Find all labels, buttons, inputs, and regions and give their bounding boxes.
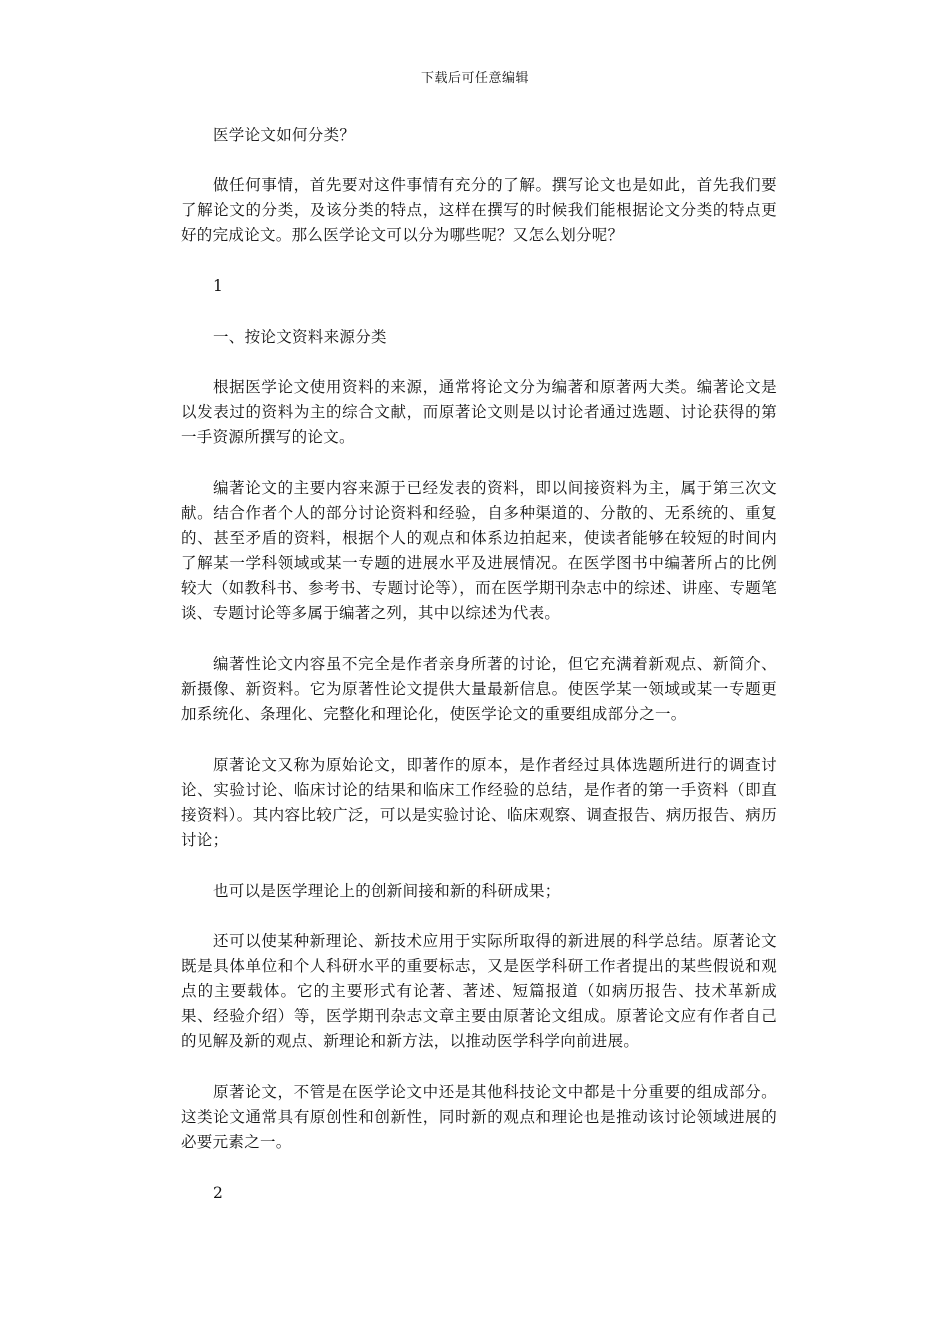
body-paragraph: 根据医学论文使用资料的来源，通常将论文分为编著和原著两大类。编著论文是以发表过的资料为主的综合文献，而原著论文则是以讨论者通过选题、讨论获得的第一手资源所撰写的论文。 [181, 378, 777, 446]
body-paragraph: 也可以是医学理论上的创新间接和新的科研成果； [213, 882, 561, 900]
body-paragraph: 编著论文的主要内容来源于已经发表的资料，即以间接资料为主，属于第三次文献。结合作者个人的部分讨论资料和经验，自多种渠道的、分散的、无系统的、重复的、甚至矛盾的资料，根据个人的观点和体系边拍起来，使读者能够在较短的时间内了解某一学科领域或某一专题的进展水平及进展情况。在医学图书中编著所占的比例较大（如教科书、参考书、专题讨论等），而在医学期刊杂志中的综述、讲座、专题笔谈、专题讨论等多属于编著之列，其中以综述为代表。 [181, 479, 777, 622]
page-number-marker: 2 [213, 1184, 223, 1202]
body-paragraph: 原著论文又称为原始论文，即著作的原本，是作者经过具体选题所进行的调查讨论、实验讨论、临床讨论的结果和临床工作经验的总结，是作者的第一手资料（即直接资料）。其内容比较广泛，可以是实验讨论、临床观察、调查报告、病历报告、病历讨论； [181, 756, 777, 849]
document-title: 医学论文如何分类？ [213, 126, 356, 144]
intro-paragraph: 做任何事情，首先要对这件事情有充分的了解。撰写论文也是如此，首先我们要了解论文的分类，及该分类的特点，这样在撰写的时候我们能根据论文分类的特点更好的完成论文。那么医学论文可以分为哪些呢？又怎么划分呢？ [181, 176, 777, 244]
section-heading: 一、按论文资料来源分类 [213, 328, 387, 346]
body-paragraph: 原著论文，不管是在医学论文中还是其他科技论文中都是十分重要的组成部分。这类论文通常具有原创性和创新性，同时新的观点和理论也是推动该讨论领域进展的必要元素之一。 [181, 1083, 777, 1151]
body-paragraph: 编著性论文内容虽不完全是作者亲身所著的讨论，但它充满着新观点、新简介、新摄像、新资料。它为原著性论文提供大量最新信息。使医学某一领域或某一专题更加系统化、条理化、完整化和理论化，使医学论文的重要组成部分之一。 [181, 655, 777, 723]
page-number-marker: 1 [213, 277, 223, 295]
page-header-note: 下载后可任意编辑 [420, 71, 529, 86]
document-body [181, 123, 777, 1232]
body-paragraph: 还可以使某种新理论、新技术应用于实际所取得的新进展的科学总结。原著论文既是具体单位和个人科研水平的重要标志，又是医学科研工作者提出的某些假说和观点的主要载体。它的主要形式有论著、著述、短篇报道（如病历报告、技术革新成果、经验介绍）等，医学期刊杂志文章主要由原著论文组成。原著论文应有作者自己的见解及新的观点、新理论和新方法，以推动医学科学向前进展。 [181, 932, 777, 1050]
